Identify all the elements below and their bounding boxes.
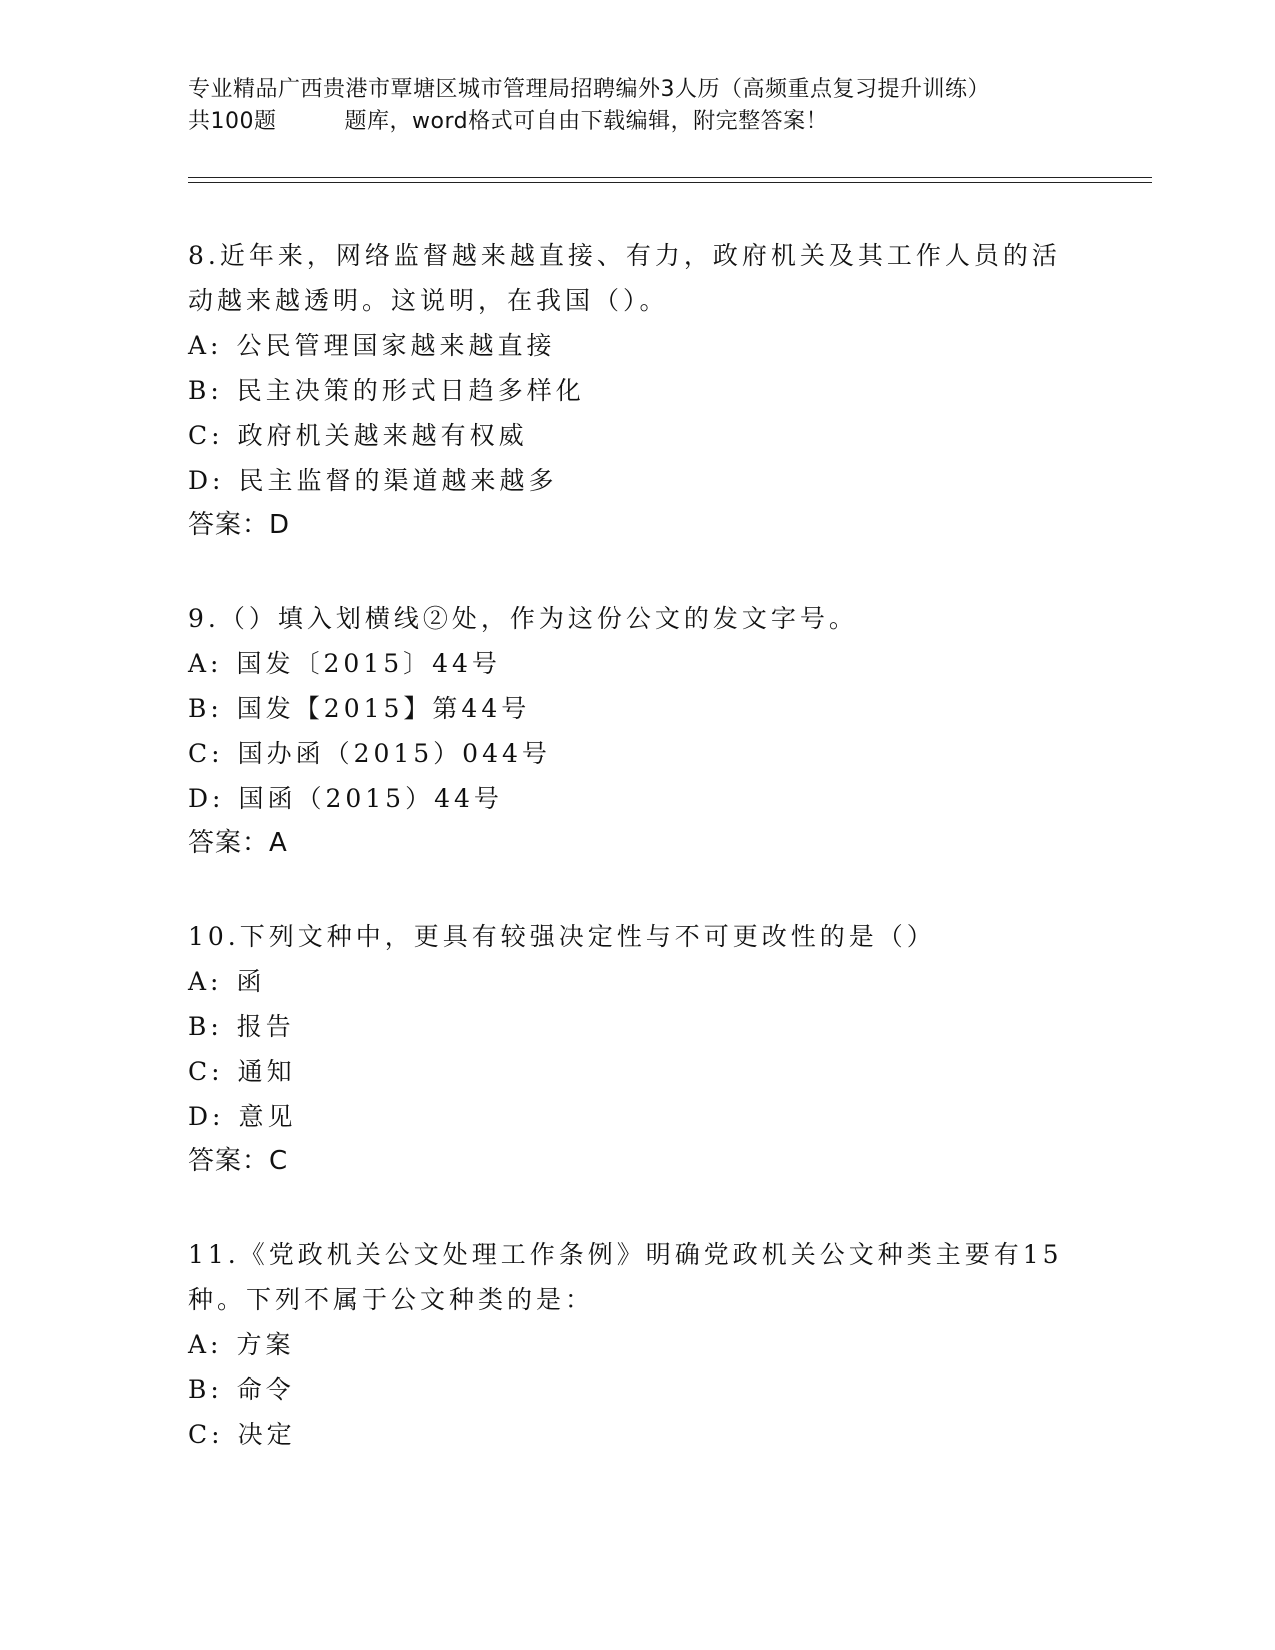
question-stem: 8.近年来，网络监督越来越直接、有力，政府机关及其工作人员的活 [188,241,1061,270]
document-header [188,74,1088,138]
header-description: 题库，word格式可自由下载编辑，附完整答案！ [344,109,829,134]
option-text: 民主决策的形式日趋多样化 [236,376,585,405]
option-text: 国发【2015】第44号 [236,694,531,723]
option-text: 政府机关越来越有权威 [237,421,528,450]
option-text: 决定 [237,1420,296,1449]
header-count: 共100题 [188,109,277,134]
option-text: 国办函（2015）044号 [237,739,551,768]
question-option [188,1004,1088,1049]
option-key: B: [188,376,223,405]
question-option [188,413,1088,458]
question-option [188,1367,1088,1412]
question-option [188,1322,1088,1367]
option-key: B: [188,1012,223,1041]
question-block [188,233,1088,596]
header-title-line: 专业精品广西贵港市覃塘区城市管理局招聘编外3人历（高频重点复习提升训练） [188,77,990,102]
question-option [188,368,1088,413]
question-list [188,233,1088,1457]
option-key: D: [188,784,225,813]
option-text: 函 [236,967,266,996]
option-key: C: [188,1420,224,1449]
header-rule-top [188,177,1152,178]
option-text: 报告 [236,1012,295,1041]
question-option [188,686,1088,731]
option-key: B: [188,694,223,723]
option-text: 意见 [238,1102,297,1131]
question-block [188,596,1088,914]
question-stem: 9.（）填入划横线②处，作为这份公文的发文字号。 [188,604,858,633]
question-block [188,914,1088,1232]
question-option [188,1412,1088,1457]
question-block [188,1232,1088,1457]
option-key: A: [188,649,223,678]
header-subtitle-line [188,106,1088,138]
question-stem: 11.《党政机关公文处理工作条例》明确党政机关公文种类主要有15 [188,1240,1063,1269]
question-stem: 动越来越透明。这说明，在我国（）。 [188,286,669,315]
question-stem: 10.下列文种中，更具有较强决定性与不可更改性的是（） [188,922,936,951]
option-key: A: [188,967,223,996]
option-text: 公民管理国家越来越直接 [236,331,556,360]
question-option [188,323,1088,368]
header-rule-bottom [188,182,1152,183]
question-option [188,1049,1088,1094]
option-text: 国函（2015）44号 [238,784,503,813]
question-option [188,1094,1088,1139]
question-stem: 种。下列不属于公文种类的是： [188,1285,595,1314]
question-option [188,731,1088,776]
option-key: B: [188,1375,223,1404]
option-key: D: [188,466,225,495]
option-key: C: [188,739,224,768]
option-text: 通知 [237,1057,296,1086]
question-option [188,458,1088,503]
answer-line: 答案：A [188,828,288,858]
option-text: 方案 [236,1330,295,1359]
option-text: 命令 [236,1375,295,1404]
option-key: D: [188,1102,225,1131]
option-key: C: [188,1057,224,1086]
question-option [188,959,1088,1004]
option-key: A: [188,1330,223,1359]
question-option [188,776,1088,821]
question-option [188,641,1088,686]
option-text: 国发〔2015〕44号 [236,649,501,678]
option-key: C: [188,421,224,450]
answer-line: 答案：D [188,510,291,540]
option-text: 民主监督的渠道越来越多 [238,466,558,495]
option-key: A: [188,331,223,360]
answer-line: 答案：C [188,1146,289,1176]
